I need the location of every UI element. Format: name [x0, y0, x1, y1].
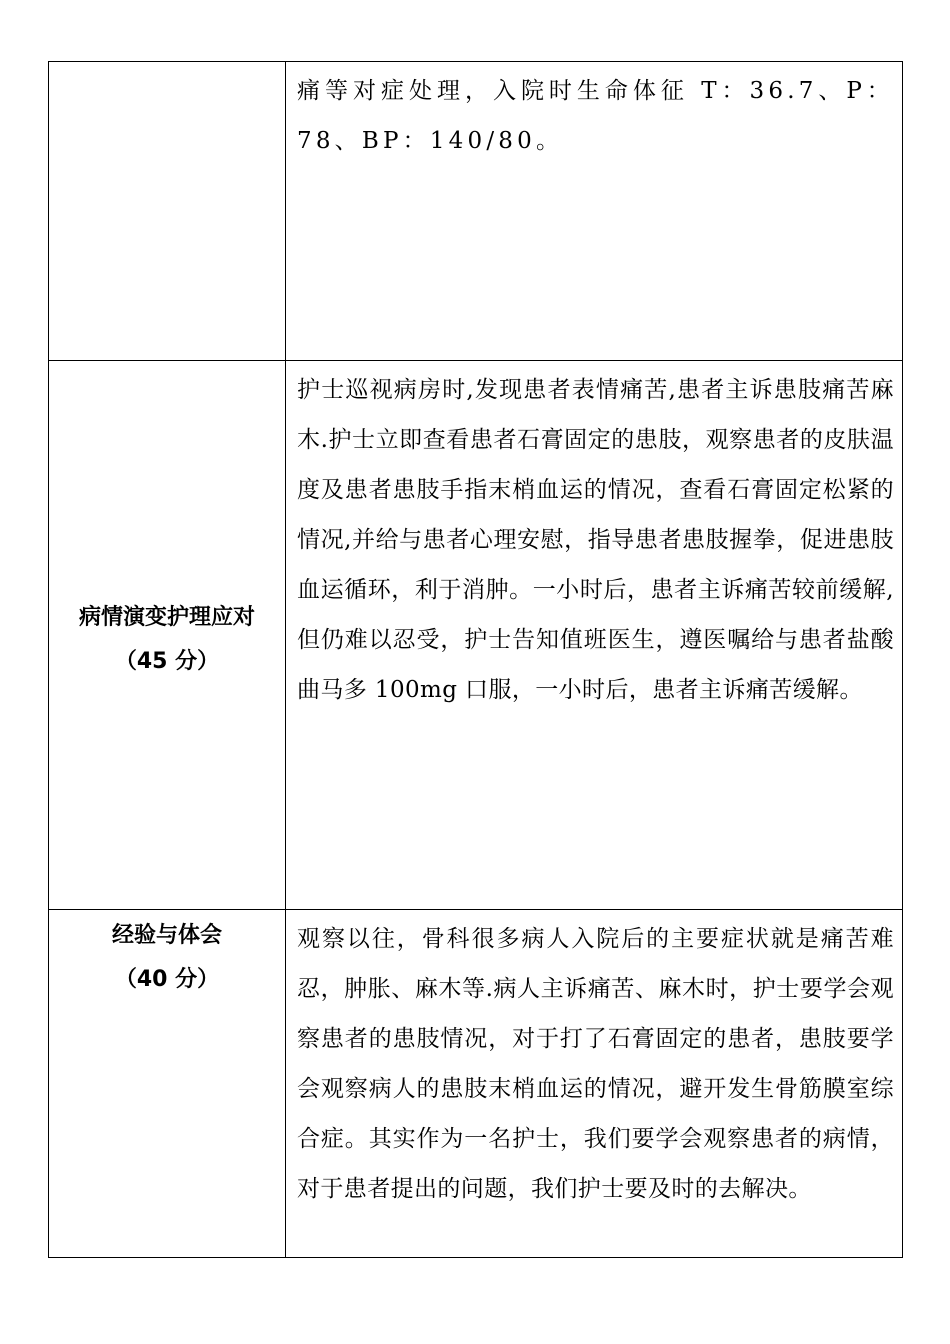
row-label-cell — [49, 361, 286, 910]
row-content-cell — [286, 62, 903, 361]
row-content-cell — [286, 910, 903, 1258]
row-label-cell-empty — [49, 62, 286, 361]
condition-change-label: 病情演变护理应对 — [78, 605, 255, 630]
condition-change-score: （45 分） — [114, 649, 220, 674]
experience-label: 经验与体会 — [111, 923, 222, 948]
experience-score: （40 分） — [114, 967, 220, 992]
row-label-cell — [49, 910, 286, 1258]
table-row-condition-change — [49, 361, 903, 910]
condition-change-text: 护士巡视病房时,发现患者表情痛苦,患者主诉患肢痛苦麻木.护士立即查看患者石膏固定的患肢，观察患者的皮肤温度及患者患肢手指末梢血运的情况，查看石膏固定松紧的情况,并给与患者心理安慰，指导患者患肢握拳，促进患肢血运循环，利于消肿。一小时后，患者主诉痛苦较前缓解,但仍难以忍受，护士告知值班医生，遵医嘱给与患者盐酸曲马多 100mg 口服，一小时后，患者主诉痛苦缓解。 — [297, 377, 894, 703]
experience-text: 观察以往，骨科很多病人入院后的主要症状就是痛苦难忍，肿胀、麻木等.病人主诉痛苦、麻木时，护士要学会观察患者的患肢情况，对于打了石膏固定的患者，患肢要学会观察病人的患肢末梢血运的情况，避开发生骨筋膜室综合症。其实作为一名护士，我们要学会观察患者的病情，对于患者提出的问题，我们护士要及时的去解决。 — [297, 926, 894, 1202]
table-row-admission — [49, 62, 903, 361]
table-row-experience — [49, 910, 903, 1258]
record-form — [48, 61, 901, 1259]
row-content-cell — [286, 361, 903, 910]
nursing-case-table — [48, 61, 903, 1258]
admission-text: 痛等对症处理，入院时生命体征 T：36.7、P：78、BP：140/80。 — [297, 78, 894, 154]
